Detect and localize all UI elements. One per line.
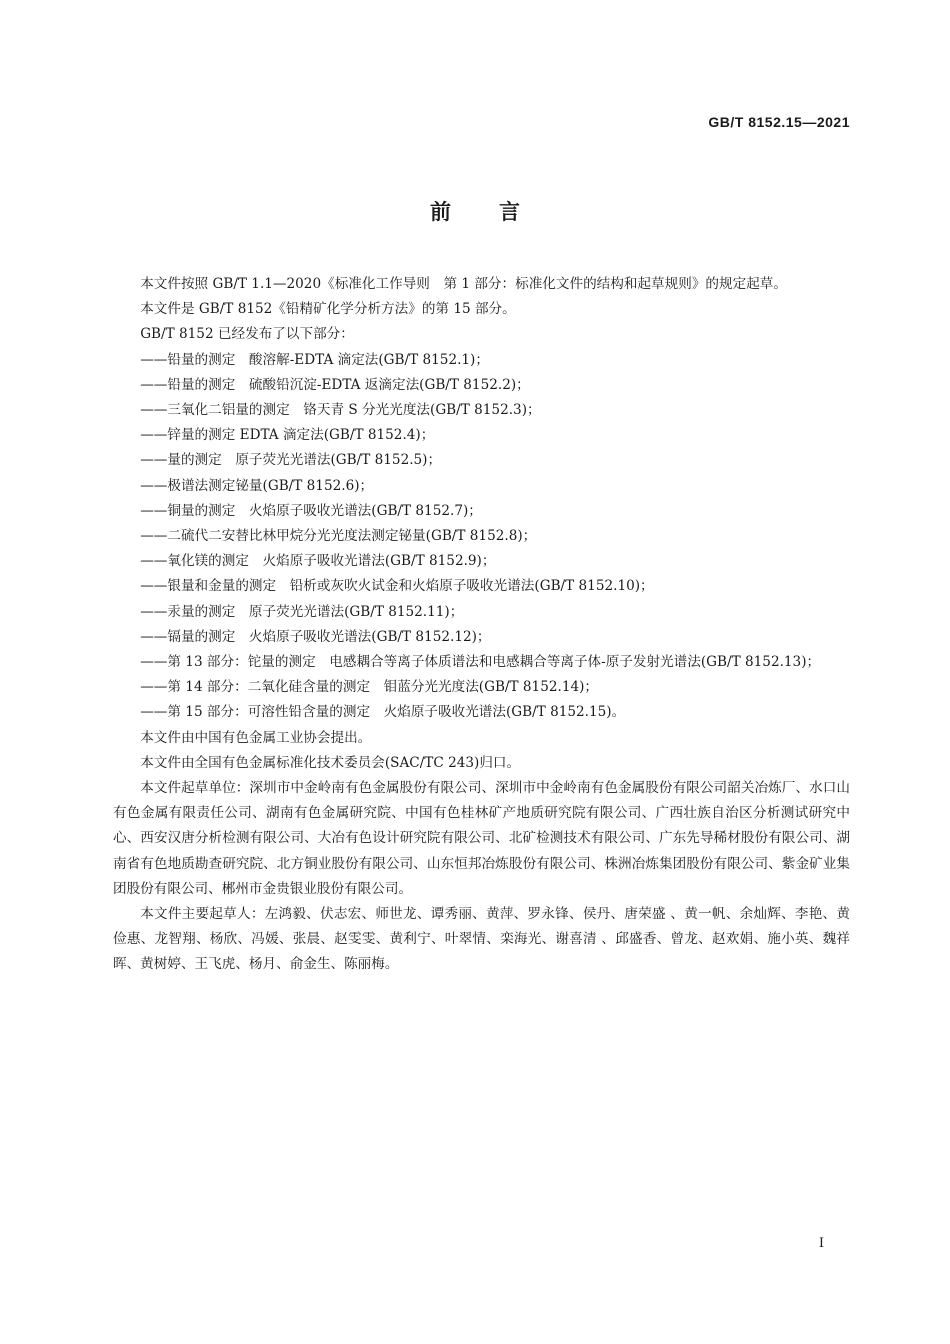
list-item: ——铅量的测定 酸溶解-EDTA 滴定法(GB/T 8152.1)； bbox=[140, 351, 489, 368]
list-item: ——银量和金量的测定 铅析或灰吹火试金和火焰原子吸收光谱法(GB/T 8152.10)； bbox=[140, 578, 654, 595]
list-item: ——二硫代二安替比林甲烷分光光度法测定铋量(GB/T 8152.8)； bbox=[140, 528, 537, 545]
page-title: 前言 bbox=[430, 200, 568, 224]
list-item: ——第 15 部分：可溶性铅含量的测定 火焰原子吸收光谱法(GB/T 8152.15)。 bbox=[140, 704, 626, 721]
intro-paragraph: 本文件是 GB/T 8152《铅精矿化学分析方法》的第 15 部分。 bbox=[140, 301, 516, 318]
list-item: ——铅量的测定 硫酸铅沉淀-EDTA 返滴定法(GB/T 8152.2)； bbox=[140, 376, 530, 393]
list-item: ——量的测定 原子荧光光谱法(GB/T 8152.5)； bbox=[140, 452, 442, 469]
list-item: ——极谱法测定铋量(GB/T 8152.6)； bbox=[140, 477, 374, 494]
document-body bbox=[113, 272, 850, 978]
list-item: ——第 13 部分：铊量的测定 电感耦合等离子体质谱法和电感耦合等离子体-原子发射光谱法(GB/T 8152.13)； bbox=[140, 654, 821, 671]
list-item: ——铜量的测定 火焰原子吸收光谱法(GB/T 8152.7)； bbox=[140, 502, 482, 519]
list-item: ——锌量的测定 EDTA 滴定法(GB/T 8152.4)； bbox=[140, 427, 435, 444]
list-item: ——第 14 部分：二氧化硅含量的测定 钼蓝分光光度法(GB/T 8152.14)； bbox=[140, 679, 599, 696]
committee-paragraph: 本文件由全国有色金属标准化技术委员会(SAC/TC 243)归口。 bbox=[140, 754, 521, 771]
proposer-paragraph: 本文件由中国有色金属工业协会提出。 bbox=[140, 729, 372, 746]
page-number: Ⅰ bbox=[818, 1236, 824, 1251]
intro-paragraph: GB/T 8152 已经发布了以下部分： bbox=[140, 326, 354, 343]
parts-list bbox=[113, 348, 850, 726]
drafters-paragraph: 本文件主要起草人：左鸿毅、伏志宏、师世龙、谭秀丽、黄萍、罗永锋、侯丹、唐荣盛 、黄一帆、余灿辉、李艳、黄俭惠、龙智翔、杨欣、冯媛、张晨、赵雯雯、黄利宁、叶翠情、栾海光、谢喜清 、邱盛香、曾龙、赵欢娟、施小英、魏祥晖、黄树婷、王飞虎、杨月、俞金生、陈丽梅。 bbox=[113, 906, 850, 973]
list-item: ——氧化镁的测定 火焰原子吸收光谱法(GB/T 8152.9)； bbox=[140, 553, 496, 570]
standard-code: GB/T 8152.15—2021 bbox=[708, 114, 850, 130]
intro-paragraph: 本文件按照 GB/T 1.1—2020《标准化工作导则 第 1 部分：标准化文件的结构和起草规则》的规定起草。 bbox=[140, 276, 787, 292]
drafting-units-paragraph: 本文件起草单位：深圳市中金岭南有色金属股份有限公司、深圳市中金岭南有色金属股份有限公司韶关冶炼厂、水口山有色金属有限责任公司、湖南有色金属研究院、中国有色桂林矿产地质研究院有限公司、广西壮族自治区分析测试研究中心、西安汉唐分析检测有限公司、大冶有色设计研究院有限公司、北矿检测技术有限公司、广东先导稀材股份有限公司、湖南省有色地质勘查研究院、北方铜业股份有限公司、山东恒邦冶炼股份有限公司、株洲冶炼集团股份有限公司、紫金矿业集团股份有限公司、郴州市金贵银业股份有限公司。 bbox=[113, 780, 850, 897]
list-item: ——汞量的测定 原子荧光光谱法(GB/T 8152.11)； bbox=[140, 603, 464, 620]
list-item: ——镉量的测定 火焰原子吸收光谱法(GB/T 8152.12)； bbox=[140, 628, 491, 645]
list-item: ——三氧化二铝量的测定 铬天青 S 分光光度法(GB/T 8152.3)； bbox=[140, 402, 541, 419]
